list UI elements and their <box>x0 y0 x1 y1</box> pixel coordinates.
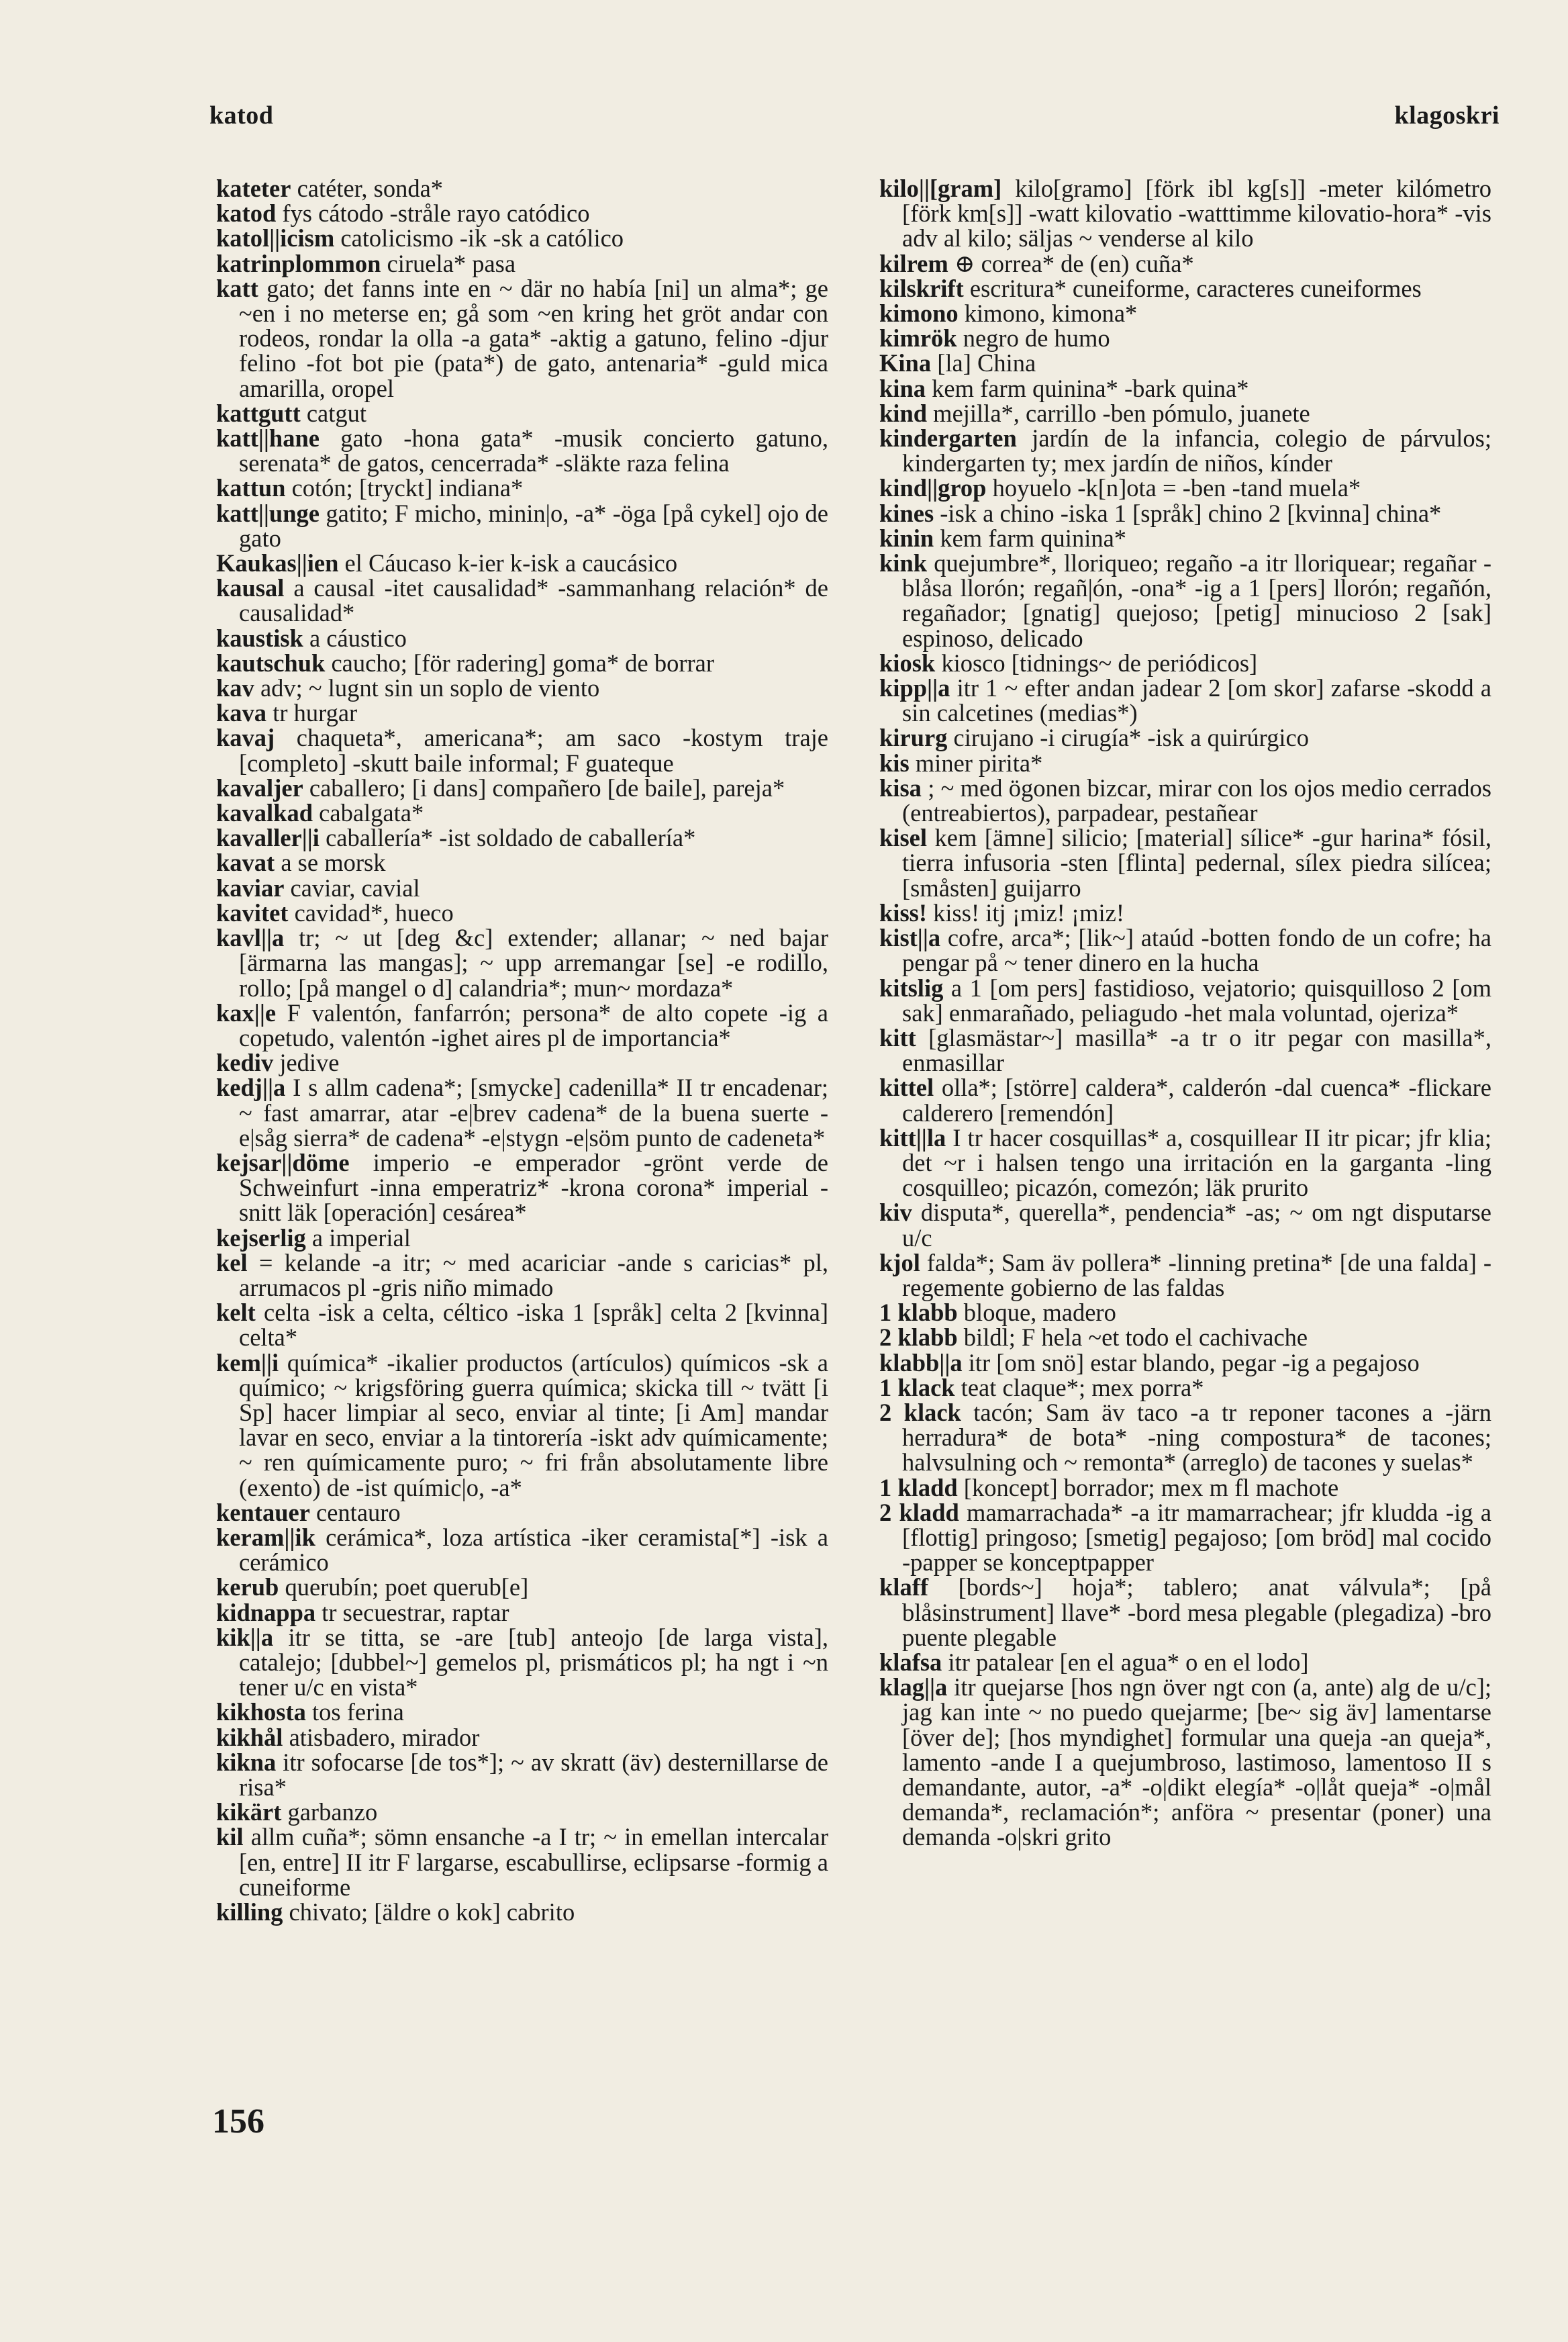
dictionary-entry <box>216 725 828 775</box>
entry-headword: 2 klack <box>879 1398 961 1426</box>
dictionary-entry <box>216 626 828 651</box>
entry-headword: kik||a <box>216 1623 274 1651</box>
left-column <box>216 176 828 1924</box>
entry-definition: ; ~ med ögonen bizcar, mirar con los ojos medio cerrados (entreabiertos), parpadear, pestañear <box>902 774 1491 827</box>
dictionary-entry <box>216 1350 828 1500</box>
entry-headword: klaff <box>879 1573 928 1601</box>
entry-headword: kautschuk <box>216 649 326 677</box>
dictionary-entry <box>879 776 1491 825</box>
entry-definition: cotón; [tryckt] indiana* <box>291 474 524 502</box>
entry-headword: katod <box>216 199 277 228</box>
entry-headword: kidnappa <box>216 1598 316 1626</box>
entry-definition: catgut <box>306 399 367 427</box>
entry-headword: kedj||a <box>216 1074 286 1102</box>
entry-headword: kediv <box>216 1049 274 1077</box>
entry-headword: kines <box>879 499 934 527</box>
running-head-left: katod <box>209 101 274 130</box>
dictionary-entry <box>216 1500 828 1525</box>
entry-definition: caucho; [för radering] goma* de borrar <box>331 649 714 677</box>
dictionary-entry <box>879 551 1491 651</box>
entry-headword: kikhål <box>216 1723 283 1751</box>
entry-definition: olla*; [större] caldera*, calderón -dal cuenca* -flickare calderero [remendón] <box>902 1074 1491 1127</box>
entry-headword: kateter <box>216 175 291 202</box>
entry-definition: miner pirita* <box>915 749 1043 777</box>
entry-definition: jardín de la infancia, colegio de párvulos; kindergarten ty; mex jardín de niños, kínder <box>902 424 1491 477</box>
entry-headword: kikhosta <box>216 1698 306 1726</box>
entry-definition: kem farm quinina* <box>940 524 1127 552</box>
entry-definition: garbanzo <box>287 1798 378 1826</box>
entry-definition: chivato; [äldre o kok] cabrito <box>289 1898 575 1926</box>
entry-definition: negro de humo <box>963 324 1110 353</box>
entry-headword: kisel <box>879 824 927 852</box>
page-number: 156 <box>212 2102 264 2141</box>
dictionary-entry <box>216 1225 828 1250</box>
dictionary-entry <box>879 1500 1491 1575</box>
dictionary-entry <box>216 1050 828 1075</box>
entry-definition: cabalgata* <box>319 799 424 827</box>
entry-definition: falda*; Sam äv pollera* -linning pretina* [de una falda] -regemente gobierno de las faldas <box>902 1248 1492 1301</box>
entry-headword: kem||i <box>216 1348 279 1376</box>
entry-headword: katt <box>216 274 258 302</box>
entry-headword: kilrem <box>879 249 948 277</box>
entry-headword: kiss! <box>879 898 928 927</box>
entry-headword: kilo||[gram] <box>879 175 1002 202</box>
entry-headword: kindergarten <box>879 424 1017 453</box>
entry-definition: química* -ikalier productos (artículos) químicos -sk a químico; ~ krigsföring guerra química; skicka till ~ tvätt [i Sp] hacer limpiar al seco, enviar al tinte; [i Am] mandar lavar en seco, enviar a la tintorería -iskt adv químicamente; ~ ren químicamente puro; ~ fri från absolutamente libre (exento) de -ist químic|o, -a* <box>239 1348 828 1501</box>
dictionary-entry <box>879 1475 1491 1500</box>
dictionary-entry <box>216 800 828 825</box>
entry-headword: kax||e <box>216 998 277 1027</box>
entry-definition: caviar, cavial <box>290 874 420 902</box>
entry-definition: tr secuestrar, raptar <box>322 1598 509 1626</box>
entry-headword: 2 kladd <box>879 1498 959 1526</box>
dictionary-entry <box>879 1650 1491 1675</box>
entry-headword: kausal <box>216 574 285 602</box>
dictionary-entry <box>879 251 1491 276</box>
entry-definition: celta -isk a celta, céltico -iska 1 [språk] celta 2 [kvinna] celta* <box>239 1299 828 1352</box>
entry-definition: itr se titta, se -are [tub] anteojo [de larga vista], catalejo; [dubbel~] gemelos pl, prismáticos pl; ha ngt i ~n tener u/c en vista* <box>239 1623 828 1701</box>
entry-headword: kink <box>879 549 928 577</box>
dictionary-entry <box>879 976 1491 1025</box>
entry-definition: atisbadero, mirador <box>289 1723 480 1751</box>
entry-headword: 1 klack <box>879 1373 955 1401</box>
dictionary-entry <box>879 1200 1491 1250</box>
entry-headword: kav <box>216 674 254 702</box>
dictionary-entry <box>216 1150 828 1225</box>
entry-definition: centauro <box>316 1498 401 1526</box>
entry-headword: kjol <box>879 1248 920 1276</box>
entry-definition: bloque, madero <box>963 1299 1116 1327</box>
entry-definition: allm cuña*; sömn ensanche -a I tr; ~ in emellan intercalar [en, entre] II itr F largarse, escabullirse, eclipsarse -formig a cuneiforme <box>239 1823 828 1901</box>
dictionary-entry <box>879 301 1491 326</box>
entry-definition: F valentón, fanfarrón; persona* de alto copete -ig a copetudo, valentón -ighet aires pl de importancia* <box>239 998 829 1051</box>
dictionary-entry <box>216 1000 828 1050</box>
entry-headword: kind <box>879 399 928 427</box>
entry-headword: klag||a <box>879 1673 948 1701</box>
entry-definition: -isk a chino -iska 1 [språk] chino 2 [kvinna] china* <box>940 499 1442 527</box>
entry-definition: tr; ~ ut [deg &c] extender; allanar; ~ ned bajar [ärmarna las mangas]; ~ upp arremangar [se] -e rodillo, rollo; [på mangel o d] calandria*; mun~ mordaza* <box>239 924 828 1002</box>
dictionary-entry <box>879 1575 1491 1650</box>
dictionary-entry <box>216 176 828 201</box>
dictionary-entry <box>216 1799 828 1824</box>
dictionary-entry <box>879 176 1491 251</box>
entry-definition: itr sofocarse [de tos*]; ~ av skratt (äv) desternillarse de risa* <box>239 1748 828 1801</box>
dictionary-entry <box>879 1250 1491 1300</box>
entry-headword: 1 klabb <box>879 1299 958 1327</box>
entry-definition: [glasmästar~] masilla* -a tr o itr pegar con masilla*, enmasillar <box>902 1023 1492 1077</box>
entry-definition: kiosco [tidnings~ de periódicos] <box>941 649 1258 677</box>
entry-headword: kattun <box>216 474 286 502</box>
dictionary-entry <box>216 551 828 575</box>
entry-headword: klabb||a <box>879 1348 963 1376</box>
entry-definition: teat claque*; mex porra* <box>961 1373 1204 1401</box>
entry-headword: kina <box>879 374 926 402</box>
entry-definition: jedive <box>279 1049 340 1077</box>
dictionary-entry <box>216 226 828 250</box>
entry-definition: mejilla*, carrillo -ben pómulo, juanete <box>933 399 1310 427</box>
entry-headword: kavaj <box>216 724 275 752</box>
dictionary-entry <box>879 825 1491 900</box>
entry-definition: caballería* -ist soldado de caballería* <box>326 824 696 852</box>
dictionary-entry <box>879 526 1491 551</box>
dictionary-entry <box>879 501 1491 526</box>
entry-headword: katt||hane <box>216 424 320 453</box>
dictionary-entry <box>216 1250 828 1300</box>
entry-definition: querubín; poet querub[e] <box>285 1573 529 1601</box>
dictionary-entry <box>879 401 1491 426</box>
entry-definition: kiss! itj ¡miz! ¡miz! <box>933 898 1124 927</box>
entry-headword: 1 kladd <box>879 1473 958 1501</box>
entry-headword: kava <box>216 699 267 727</box>
entry-headword: katt||unge <box>216 499 320 527</box>
entry-headword: kavaljer <box>216 774 303 802</box>
entry-definition: tacón; Sam äv taco -a tr reponer tacones a -järn herradura* de bota* -ning compostura* de tacones; halvsulning och ~ remonta* (arreglo) de tacones y suelas* <box>902 1398 1491 1477</box>
entry-headword: kavaller||i <box>216 824 320 852</box>
entry-definition: I tr hacer cosquillas* a, cosquillear II itr picar; jfr klia; det ~r i halsen tengo una irritación en la garganta -ling cosquilleo; picazón, comezón; läk prurito <box>902 1123 1491 1202</box>
entry-headword: kel <box>216 1248 248 1276</box>
dictionary-entry <box>216 251 828 276</box>
dictionary-entry <box>216 276 828 401</box>
entry-headword: kentauer <box>216 1498 310 1526</box>
dictionary-entry <box>879 1350 1491 1375</box>
dictionary-entry <box>216 1725 828 1750</box>
entry-definition: itr patalear [en el agua* o en el lodo] <box>948 1648 1309 1676</box>
entry-headword: kiosk <box>879 649 936 677</box>
dictionary-entry <box>879 1375 1491 1400</box>
dictionary-entry <box>879 426 1491 475</box>
entry-definition: gato; det fanns inte en ~ där no había [ni] un alma*; ge ~en i no meterse en; gå som ~en kring het gröt andar con rodeos, rondar la olla -a gata* -aktig a gatuno, felino -djur felino -fot bot pie (pata*) de gato, antenaria* -guld mica amarilla, oropel <box>239 274 829 402</box>
dictionary-entry <box>216 925 828 1000</box>
dictionary-entry <box>879 651 1491 675</box>
entry-definition: kilo[gramo] [förk ibl kg[s]] -meter kilómetro [förk km[s]] -watt kilovatio -watttimme kilovatio-hora* -vis adv al kilo; säljas ~ venderse al kilo <box>902 175 1491 252</box>
entry-definition: a causal -itet causalidad* -sammanhang relación* de causalidad* <box>239 574 828 627</box>
entry-definition: tos ferina <box>312 1698 404 1726</box>
entry-headword: kind||grop <box>879 474 987 502</box>
dictionary-entry <box>216 1600 828 1625</box>
entry-definition: I s allm cadena*; [smycke] cadenilla* II tr encadenar; ~ fast amarrar, atar -e|brev cadena* de la buena suerte -e|såg sierra* de cadena* -e|stygn -e|söm punto de cadeneta* <box>239 1074 829 1152</box>
dictionary-entry <box>216 700 828 725</box>
dictionary-entry <box>216 575 828 625</box>
entry-headword: kil <box>216 1823 244 1851</box>
entry-definition: [la] China <box>937 349 1036 377</box>
dictionary-entry <box>879 1325 1491 1350</box>
entry-headword: kipp||a <box>879 674 950 702</box>
entry-headword: kattgutt <box>216 399 301 427</box>
entry-headword: kavat <box>216 849 275 877</box>
entry-headword: 2 klabb <box>879 1323 958 1352</box>
entry-headword: kikärt <box>216 1798 282 1826</box>
dictionary-entry <box>216 1575 828 1599</box>
dictionary-entry <box>216 876 828 900</box>
entry-definition: catéter, sonda* <box>297 175 444 202</box>
entry-headword: kejserlig <box>216 1223 306 1252</box>
entry-definition: imperio -e emperador -grönt verde de Schweinfurt -inna emperatriz* -krona corona* imperial -snitt läk [operación] cesárea* <box>239 1148 828 1227</box>
running-head-right: klagoskri <box>1394 101 1500 130</box>
entry-definition: gato -hona gata* -musik concierto gatuno, serenata* de gatos, cencerrada* -släkte raza felina <box>239 424 828 477</box>
dictionary-entry <box>216 1699 828 1724</box>
entry-definition: catolicismo -ik -sk a católico <box>340 224 624 252</box>
entry-definition: ciruela* pasa <box>387 249 516 277</box>
entry-definition: kem farm quinina* -bark quina* <box>932 374 1249 402</box>
dictionary-entry <box>216 1300 828 1350</box>
dictionary-entry <box>879 725 1491 750</box>
entry-definition: [koncept] borrador; mex m fl machote <box>963 1473 1339 1501</box>
dictionary-entry <box>879 324 1491 353</box>
dictionary-entry <box>879 1675 1491 1849</box>
entry-definition: cavidad*, hueco <box>294 898 454 927</box>
entry-definition: itr quejarse [hos ngn över ngt con (a, ante) alg de u/c]; jag kan inte ~ no puedo quejarme; [be~ sig äv] lamentarse [över de]; [hos myndighet] formular una queja -an queja*, lamento -ande I a quejumbroso, lastimoso, lamentoso II s demandante, autor, -a* -o|dikt elegía* -o|låt queja* -o|mål demanda*, reclamación*; anföra ~ presentar (poner) una demanda -o|skri grito <box>902 1673 1492 1851</box>
entry-definition: el Cáucaso k-ier k-isk a caucásico <box>344 549 678 577</box>
dictionary-entry <box>879 1125 1491 1201</box>
entry-headword: katol||icism <box>216 224 335 252</box>
dictionary-entry <box>879 751 1491 776</box>
entry-headword: kirurg <box>879 724 948 752</box>
entry-headword: kis <box>879 749 910 777</box>
entry-headword: keram||ik <box>216 1523 315 1551</box>
dictionary-entry <box>216 1075 828 1150</box>
entry-definition: bildl; F hela ~et todo el cachivache <box>963 1323 1308 1352</box>
entry-headword: kitslig <box>879 974 944 1002</box>
dictionary-entry <box>216 501 828 551</box>
entry-definition: a cáustico <box>309 624 407 652</box>
dictionary-entry <box>879 900 1491 925</box>
dictionary-entry <box>879 675 1491 725</box>
entry-headword: kiv <box>879 1199 912 1227</box>
entry-headword: kitt <box>879 1023 916 1051</box>
entry-headword: kaviar <box>216 874 285 902</box>
dictionary-entry <box>216 1900 828 1924</box>
dictionary-entry <box>216 651 828 675</box>
entry-headword: kitt||la <box>879 1123 946 1152</box>
entry-definition: gatito; F micho, minin|o, -a* -öga [på cykel] ojo de gato <box>239 499 828 552</box>
entry-definition: caballero; [i dans] compañero [de baile], pareja* <box>309 774 785 802</box>
dictionary-entry <box>879 1300 1491 1325</box>
entry-definition: a se morsk <box>281 849 386 877</box>
entry-definition: itr [om snö] estar blando, pegar -ig a pegajoso <box>968 1348 1420 1376</box>
entry-definition: [bords~] hoja*; tablero; anat válvula*; [på blåsinstrument] llave* -bord mesa plegable (plegadiza) -bro puente plegable <box>902 1573 1491 1651</box>
entry-headword: kinin <box>879 524 934 552</box>
entry-definition: fys cátodo -stråle rayo catódico <box>282 199 590 228</box>
dictionary-entry <box>216 850 828 875</box>
dictionary-entry <box>216 475 828 500</box>
entry-definition: ⊕ correa* de (en) cuña* <box>954 249 1194 277</box>
dictionary-entry <box>879 1025 1491 1075</box>
entry-definition: kimono, kimona* <box>964 299 1138 328</box>
entry-headword: katrinplommon <box>216 249 381 277</box>
entry-definition: cerámica*, loza artística -iker ceramista[*] -isk a cerámico <box>239 1523 829 1577</box>
entry-headword: kavalkad <box>216 799 313 827</box>
entry-definition: = kelande -a itr; ~ med acariciar -ande s caricias* pl, arrumacos pl -gris niño mimado <box>239 1248 828 1301</box>
dictionary-entry <box>216 900 828 925</box>
dictionary-entry <box>879 1400 1491 1475</box>
dictionary-entry <box>216 401 828 426</box>
dictionary-entry <box>216 1750 828 1799</box>
entry-headword: Kina <box>879 349 932 377</box>
dictionary-entry <box>216 426 828 475</box>
entry-headword: kimrök <box>879 324 957 353</box>
dictionary-entry <box>216 201 828 226</box>
dictionary-entry <box>216 675 828 700</box>
entry-headword: kavl||a <box>216 924 285 952</box>
entry-definition: a imperial <box>311 1223 411 1252</box>
entry-headword: killing <box>216 1898 283 1926</box>
entry-headword: Kaukas||ien <box>216 549 339 577</box>
entry-definition: disputa*, querella*, pendencia* -as; ~ om ngt disputarse u/c <box>902 1199 1491 1252</box>
entry-headword: klafsa <box>879 1648 942 1676</box>
entry-headword: kejsar||döme <box>216 1148 350 1176</box>
entry-headword: kilskrift <box>879 274 964 302</box>
entry-headword: kelt <box>216 1299 256 1327</box>
dictionary-entry <box>879 276 1491 301</box>
dictionary-entry <box>879 350 1491 375</box>
dictionary-entry <box>216 776 828 800</box>
dictionary-entry <box>216 1525 828 1575</box>
dictionary-entry <box>879 925 1491 975</box>
entry-headword: kerub <box>216 1573 279 1601</box>
dictionary-entry <box>879 475 1491 500</box>
entry-definition: a 1 [om pers] fastidioso, vejatorio; quisquilloso 2 [om sak] enmarañado, peliagudo -het mala voluntad, ojeriza* <box>902 974 1491 1027</box>
entry-headword: kisa <box>879 774 922 802</box>
entry-definition: hoyuelo -k[n]ota = -ben -tand muela* <box>992 474 1361 502</box>
dictionary-entry <box>879 376 1491 401</box>
entry-definition: escritura* cuneiforme, caracteres cuneiformes <box>969 274 1422 302</box>
entry-definition: chaqueta*, americana*; am saco -kostym traje [completo] -skutt baile informal; F guateque <box>239 724 828 777</box>
dictionary-entry <box>879 1075 1491 1125</box>
entry-headword: kavitet <box>216 898 289 927</box>
entry-headword: kikna <box>216 1748 277 1776</box>
right-column <box>879 176 1491 1850</box>
entry-definition: tr hurgar <box>273 699 358 727</box>
dictionary-entry <box>216 1824 828 1900</box>
entry-definition: kem [ämne] silicio; [material] sílice* -gur harina* fósil, tierra infusoria -sten [flinta] pedernal, sílex piedra silícea; [småsten] guijarro <box>902 824 1492 902</box>
entry-definition: itr 1 ~ efter andan jadear 2 [om skor] zafarse -skodd a sin calcetines (medias*) <box>902 674 1491 727</box>
entry-definition: quejumbre*, lloriqueo; regaño -a itr lloriquear; regañar -blåsa llorón; regañ|ón, -ona* -ig a 1 [pers] llorón; regañón, regañador; [gnatig] quejoso; [petig] minucioso 2 [sak] espinoso, delicado <box>902 549 1491 652</box>
entry-headword: kimono <box>879 299 959 328</box>
entry-headword: kittel <box>879 1074 934 1102</box>
entry-definition: mamarrachada* -a itr mamarrachear; jfr kludda -ig a [flottig] pringoso; [smetig] pegajoso; [om bröd] mal cocido -papper se konceptpapper <box>902 1498 1491 1577</box>
entry-headword: kaustisk <box>216 624 303 652</box>
dictionary-entry <box>216 825 828 850</box>
entry-definition: cofre, arca*; [lik~] ataúd -botten fondo de un cofre; ha pengar på ~ tener dinero en la hucha <box>902 924 1491 977</box>
entry-headword: kist||a <box>879 924 941 952</box>
dictionary-entry <box>216 1625 828 1700</box>
entry-definition: adv; ~ lugnt sin un soplo de viento <box>260 674 600 702</box>
entry-definition: cirujano -i cirugía* -isk a quirúrgico <box>953 724 1309 752</box>
